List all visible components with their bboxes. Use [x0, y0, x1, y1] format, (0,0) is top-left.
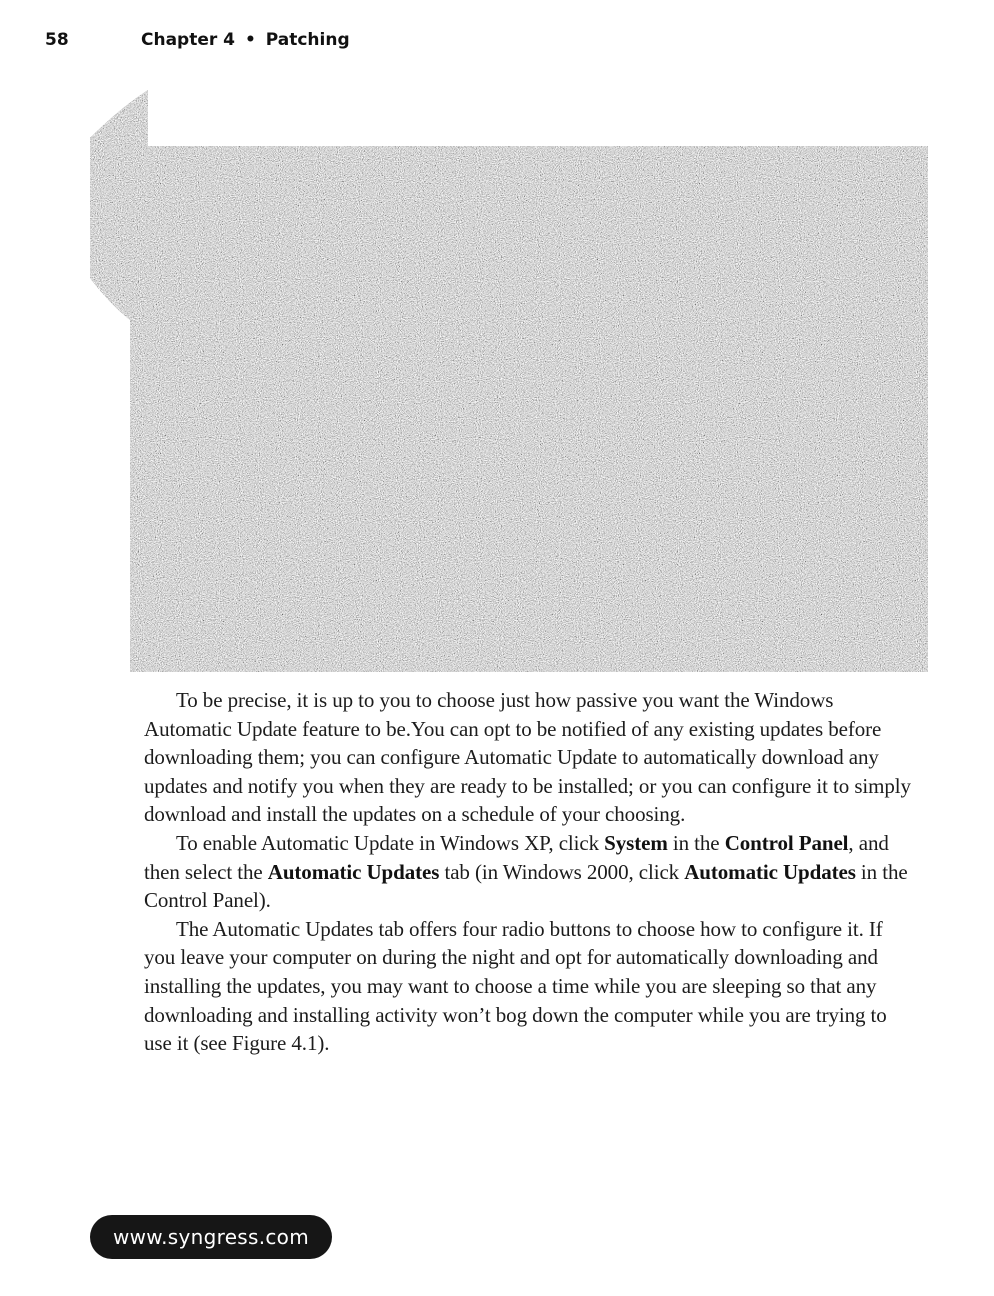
body-text [144, 686, 914, 1058]
bold-term: Control Panel [724, 830, 849, 855]
running-header [45, 30, 350, 50]
page-number: 58 [45, 30, 69, 50]
text-run: in the [667, 830, 725, 855]
header-separator: • [244, 30, 256, 50]
text-run: in the Control Panel). [144, 859, 908, 913]
chapter-label: Chapter 4 [141, 30, 236, 50]
website-url-badge: www.syngress.com [90, 1215, 332, 1259]
bold-term: System [604, 830, 668, 855]
text-run: , and then select the [144, 830, 889, 884]
paragraph [144, 829, 914, 915]
section-label: Patching [265, 30, 350, 50]
text-run: tab (in Windows 2000, click [439, 859, 685, 884]
text-run: To be precise, it is up to you to choose just how passive you want the Windows Automatic Update feature to be.You can opt to be notified of any existing updates before downloading them; you can configure Automatic Update to automatically download any updates and notify you when they are ready to be installed; or you can configure it to simply download and install the updates on a schedule of your choosing. [144, 688, 911, 827]
paragraph [144, 686, 914, 829]
paragraph [144, 915, 914, 1058]
bold-term: Automatic Updates [684, 859, 856, 884]
bold-term: Automatic Updates [267, 859, 440, 884]
noise-figure-image [90, 90, 928, 672]
text-run: The Automatic Updates tab offers four radio buttons to choose how to configure it. If you leave your computer on during the night and opt for automatically downloading and installing the updates, you may want to choose a time while you are sleeping so that any downloading and installing activity won’t bog down the computer while you are trying to use it (see Figure 4.1). [144, 916, 887, 1056]
text-run: To enable Automatic Update in Windows XP, click [176, 830, 605, 855]
